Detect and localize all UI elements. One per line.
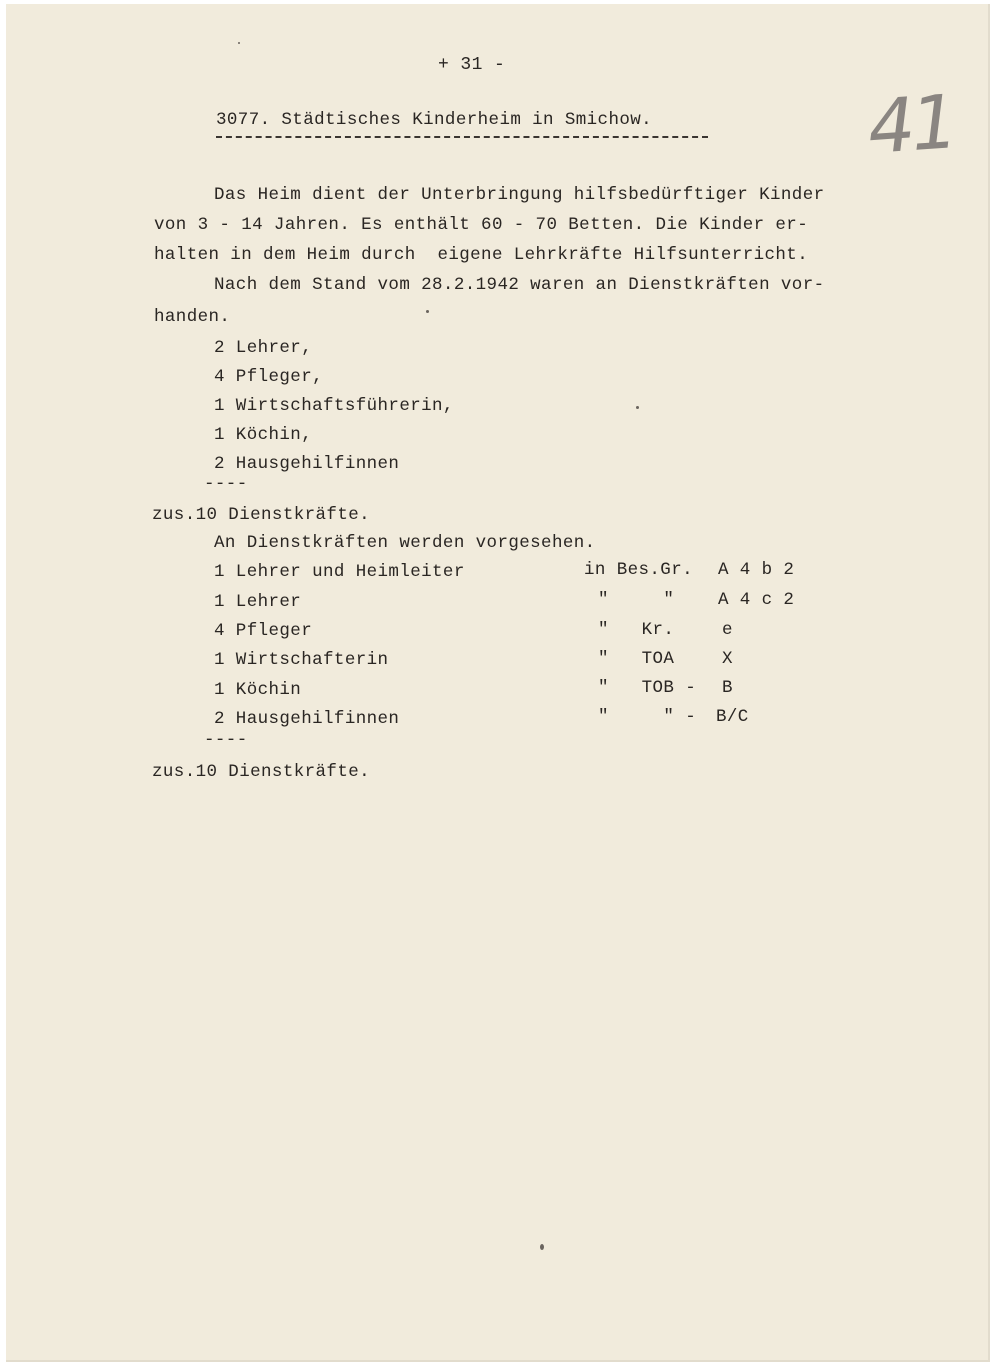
paper-speck [540,1244,544,1250]
paper-speck [238,42,240,44]
pay-group-prefix: " Kr. [598,620,675,640]
pay-group-prefix: in Bes.Gr. [584,560,694,580]
pay-group: X [722,649,733,669]
paragraph-line: handen. [154,307,231,327]
pay-group-prefix: " " [598,590,675,610]
paragraph-line: Nach dem Stand vom 28.2.1942 waren an Dienstkräften vor- [214,275,825,295]
staff-item: 2 Lehrer, [214,338,313,358]
page-number: + 31 - [438,55,506,75]
planned-role: 1 Wirtschafterin [214,650,389,670]
paper-speck [636,406,639,409]
pay-group: e [722,620,733,640]
pay-group: A 4 c 2 [718,590,795,610]
document-page [6,4,990,1362]
heading-underline [216,136,708,138]
pay-group: B [722,678,733,698]
pay-group-prefix: " TOB - [598,678,697,698]
staff-item: 1 Wirtschaftsführerin, [214,396,454,416]
current-total: zus.10 Dienstkräfte. [152,505,371,525]
sum-dashes: ---- [204,730,248,750]
pay-group-prefix: " TOA [598,649,675,669]
planned-total: zus.10 Dienstkräfte. [152,762,371,782]
pay-group-prefix: " " - [598,707,697,727]
staff-item: 1 Köchin, [214,425,313,445]
sum-dashes: ---- [204,474,248,494]
section-heading: 3077. Städtisches Kinderheim in Smichow. [216,110,653,130]
paragraph-line: halten in dem Heim durch eigene Lehrkräfte Hilfsunterricht. [154,245,809,265]
handwritten-page-number: 41 [865,79,958,171]
staff-item: 4 Pfleger, [214,367,324,387]
staff-item: 2 Hausgehilfinnen [214,454,400,474]
planned-role: 4 Pfleger [214,621,313,641]
planned-role: 1 Lehrer [214,592,302,612]
pay-group: A 4 b 2 [718,560,795,580]
planned-role: 1 Lehrer und Heimleiter [214,562,465,582]
paragraph-line: von 3 - 14 Jahren. Es enthält 60 - 70 Betten. Die Kinder er- [154,215,809,235]
paper-speck [426,310,429,313]
paragraph-line: Das Heim dient der Unterbringung hilfsbedürftiger Kinder [214,185,825,205]
planned-role: 2 Hausgehilfinnen [214,709,400,729]
planned-role: 1 Köchin [214,680,302,700]
pay-group: B/C [716,707,749,727]
planned-intro: An Dienstkräften werden vorgesehen. [214,533,596,553]
